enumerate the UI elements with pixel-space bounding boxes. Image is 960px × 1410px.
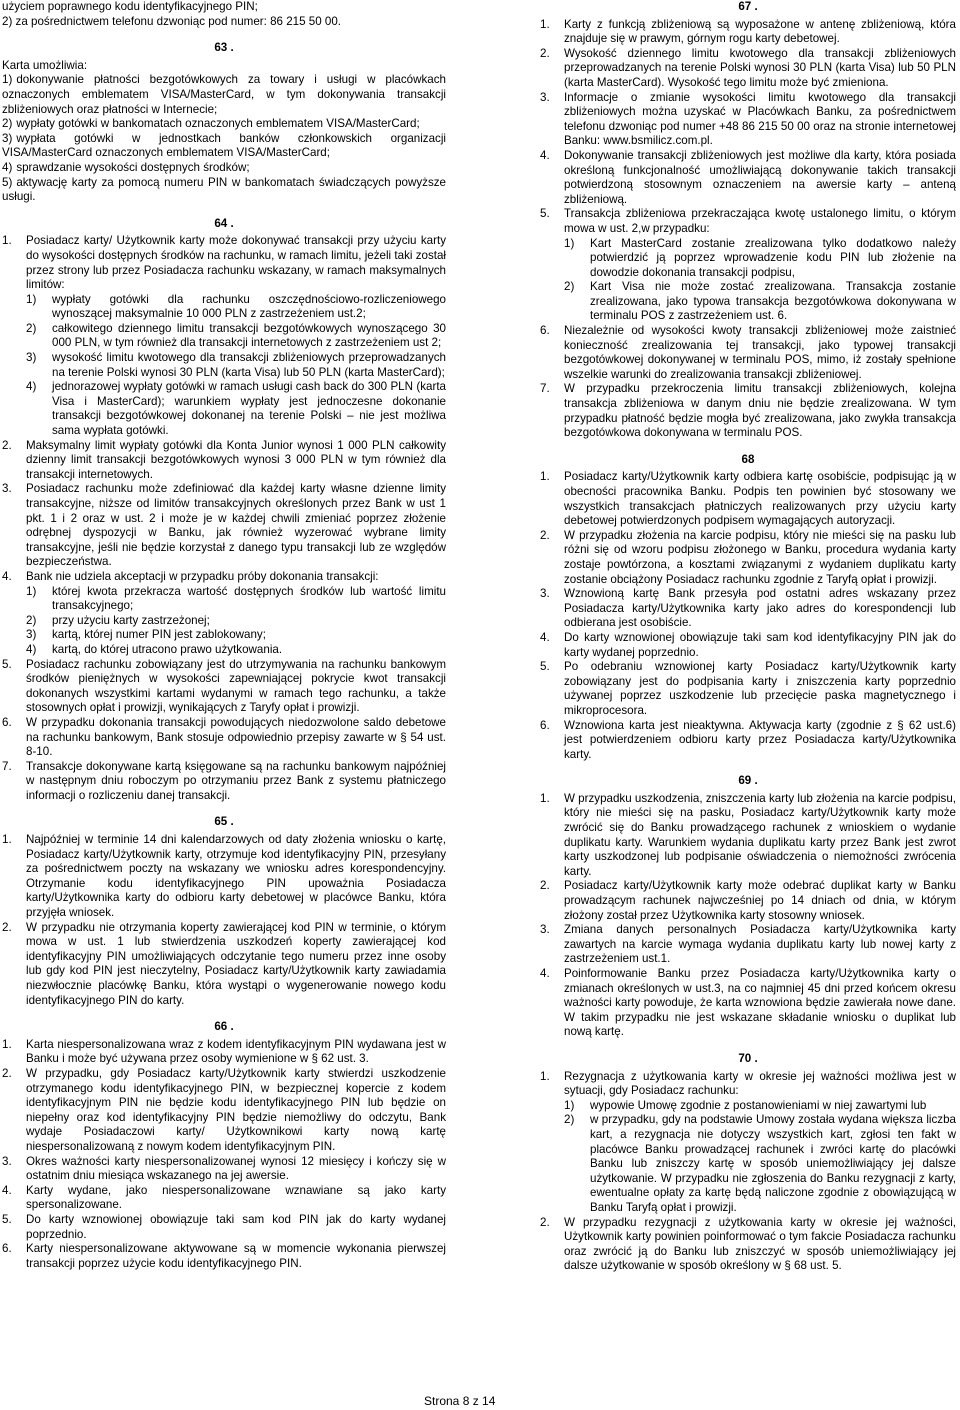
item-number: 4. <box>2 1183 12 1197</box>
sub-list-item <box>564 280 956 324</box>
sub-item-number: 3) <box>26 628 37 642</box>
list-item <box>2 921 446 1009</box>
item-number: 4. <box>540 630 550 644</box>
item-text: Okres ważności karty niespersonalizowanej wynosi 12 miesięcy i kończy się w ostatnim dniu miesiąca wskazanego na jej awersie. <box>26 1154 446 1183</box>
sub-item-text: w przypadku, gdy na podstawie Umowy została wydana większa liczba kart, a rezygnacja nie dotyczy wszystkich kart, zgłosi ten fakt w placówce Banku prowadzącej rachunek i zwróci kartę do placówki Banku lub zniszczy kartę w sposób uniemożliwiający jej dalsze użytkowanie. W przypadku nie zgłoszenia do Banku rezygnacji z karty, ewentualne opłaty za kartę będą naliczone zgodnie z obowiązującą w Banku Taryfą opłat i prowizji. <box>590 1113 956 1214</box>
list-item <box>2 658 446 716</box>
list-item <box>2 176 446 205</box>
sub-item-text: Kart Visa nie może zostać zrealizowana. Transakcja zostanie zrealizowana, jako typowa transakcja bezgotówkowa dokonywana w terminalu POS z zastrzeżeniem ust. 6. <box>590 280 956 323</box>
sub-item-number: 1) <box>564 236 575 250</box>
item-number: 4) <box>2 160 13 174</box>
item-number: 6. <box>2 1242 12 1256</box>
list-item <box>540 792 956 880</box>
item-text: wypłaty gotówki w bankomatach oznaczonych emblematem VISA/MasterCard; <box>16 117 420 131</box>
item-number: 4. <box>2 569 12 583</box>
sub-item-number: 2) <box>564 1113 575 1127</box>
item-text: Maksymalny limit wypłaty gotówki dla Konta Junior wynosi 1 000 PLN całkowity dzienny limit transakcji bezgotówkowych wynosi 3 000 PLN w tym również dla transakcji internetowych. <box>26 438 446 481</box>
section-heading: 65 . <box>214 815 234 829</box>
list-item <box>2 1242 446 1271</box>
list-item <box>2 1067 446 1155</box>
sub-list-item <box>26 293 446 322</box>
section-heading: 67 . <box>738 0 758 13</box>
list-item <box>2 570 446 658</box>
item-text: sprawdzanie wysokości dostępnych środków; <box>16 160 250 174</box>
item-text: Po odebraniu wznowionej karty Posiadacz karty/Użytkownik karty zobowiązany jest do podpisania karty i zniszczenia karty poprzednio używanej poprzez uszkodzenie lub przecięcie paska magnetycznego i mikroprocesora. <box>564 660 956 717</box>
list-item <box>2 73 446 117</box>
numbered-list <box>540 470 956 762</box>
sub-list <box>564 237 956 325</box>
sub-list <box>564 1099 956 1216</box>
list-item <box>540 719 956 763</box>
sub-item-number: 4) <box>26 642 37 656</box>
numbered-list <box>2 833 446 1008</box>
sub-item-text: której kwota przekracza wartość dostępnych środków lub wartość limitu transakcyjnego; <box>52 584 446 613</box>
list-item <box>540 529 956 587</box>
item-number: 2. <box>540 1215 550 1229</box>
sub-list-item <box>26 380 446 438</box>
page-footer: Strona 8 z 14 <box>424 1394 496 1408</box>
item-number: 1. <box>540 470 550 484</box>
item-text: Transakcja zbliżeniowa przekraczająca kwotę ustalonego limitu, o którym mowa w ust. 2,w przypadku: <box>564 207 956 235</box>
item-number: 4. <box>540 148 550 162</box>
item-number: 1. <box>540 17 550 31</box>
list-item <box>2 117 446 132</box>
item-number: 6. <box>2 715 12 729</box>
sub-item-text: przy użyciu karty zastrzeżonej; <box>52 613 210 627</box>
sub-list <box>26 585 446 658</box>
sub-item-number: 2) <box>26 613 37 627</box>
continued-line: 2) za pośrednictwem telefonu dzwoniąc pod numer: 86 215 50 00. <box>2 14 342 28</box>
item-number: 3. <box>2 482 12 496</box>
list-item <box>540 18 956 47</box>
item-text: W przypadku, gdy Posiadacz karty/Użytkownik karty stwierdzi uszkodzenie otrzymanego kodu identyfikacyjnego PIN, w bezpiecznej kopercie z kodem identyfikacyjnym PIN nie będzie kodu identyfikacyjnego PIN lub będzie on niepełny oraz kod identyfikacyjny PIN będzie niemożliwy do odczytu, Bank wydaje Posiadaczowi karty/ Użytkownikowi karty nową kartę niespersonalizowaną z nowym kodem identyfikacyjnym PIN. <box>26 1066 446 1153</box>
sub-item-text: wypowie Umowę zgodnie z postanowieniami w niej zawartymi lub <box>590 1098 927 1112</box>
sub-item-text: całkowitego dziennego limitu transakcji bezgotówkowych wynoszącego 30 000 PLN, w tym również dla transakcji internetowych z zastrzeżeniem ust 2; <box>52 321 446 350</box>
item-number: 3. <box>540 90 550 104</box>
item-number: 5. <box>540 660 550 674</box>
sub-list-item <box>26 628 446 643</box>
section-heading: 70 . <box>738 1051 758 1065</box>
item-text: W przypadku złożenia na karcie podpisu, który nie mieści się na pasku lub różni się od wzoru podpisu złożonego w Banku, procedura wydania karty zostaje powtórzona, a kosztami związanymi z wydaniem duplikatu karty zostanie obciążony Posiadacz rachunku zgodnie z Taryfą opłat i prowizji. <box>564 528 956 586</box>
numbered-list <box>540 792 956 1040</box>
item-text: Karty z funkcją zbliżeniową są wyposażone w antenę zbliżeniową, która znajduje się w prawym, górnym rogu karty debetowej. <box>564 17 956 46</box>
item-number: 5. <box>2 657 12 671</box>
item-text: Niezależnie od wysokości kwoty transakcji zbliżeniowej może zaistnieć konieczność zrealizowania tej transakcji, jako typowej transakcji bezgotówkowej dokonywanej w terminalu POS, mimo, iż zostały spełnione wszelkie warunki do zrealizowania transakcji zbliżeniowej. <box>564 324 956 381</box>
item-number: 1. <box>540 1069 550 1083</box>
item-text: Karty niespersonalizowane aktywowane są w momencie wykonania pierwszej transakcji poprzez użycie kodu identyfikacyjnego PIN. <box>26 1242 446 1270</box>
sub-list-item <box>26 643 446 658</box>
section-intro: Karta umożliwia: <box>2 58 88 72</box>
item-text: dokonywanie płatności bezgotówkowych za towary i usługi w placówkach oznaczonych emblematem VISA/MasterCard, w tym dokonywania transakcji zbliżeniowych oraz płatności w Internecie; <box>2 73 446 116</box>
sub-item-number: 4) <box>26 380 37 394</box>
section-heading: 68 <box>741 452 755 466</box>
list-item <box>540 587 956 631</box>
item-text: Poinformowanie Banku przez Posiadacza karty/Użytkownika karty o zmianach określonych w ust.3, na co najmniej 45 dni przed końcem okresu ważności karty powoduje, że karta wznowiona będzie zawierała nowe dane. W takim przypadku nie jest wskazane składanie wniosku o duplikat lub nową kartę. <box>564 967 956 1039</box>
sub-item-text: kartą, do której utracono prawo użytkowania. <box>52 642 283 656</box>
sub-item-text: jednorazowej wypłaty gotówki w ramach usługi cash back do 300 PLN (karta Visa i MasterCard); warunkiem wypłaty jest jednoczesne dokonanie transakcji bezgotówkowej dokonanej na terenie Polski – nie jest możliwa sama wypłata gotówki. <box>52 380 446 438</box>
item-number: 2. <box>2 438 12 452</box>
section-heading: 64 . <box>214 216 234 230</box>
sub-item-text: Kart MasterCard zostanie zrealizowana tylko dodatkowo należy potwierdzić ją poprzez wprowadzenie kodu PIN lub złożenie na dowodzie dokonania transakcji podpisu, <box>590 236 956 279</box>
list-item <box>2 234 446 438</box>
section-heading: 66 . <box>214 1020 234 1034</box>
sub-item-number: 1) <box>26 584 37 598</box>
item-number: 3) <box>2 131 13 145</box>
item-number: 5) <box>2 175 13 189</box>
list-item <box>2 161 446 176</box>
sub-list-item <box>26 614 446 629</box>
item-text: Posiadacz karty/ Użytkownik karty może dokonywać transakcji przy użyciu karty do wysokości dostępnych środków na rachunku, w ramach limitu, jeżeli taki został przez strony lub przez Posiadacza rachunku wskazany, w ramach maksymalnych limitów: <box>26 234 446 292</box>
list-item <box>540 47 956 91</box>
section-heading: 63 . <box>214 41 234 55</box>
item-text: Karty wydane, jako niespersonalizowane wznawiane są jako karty spersonalizowane. <box>26 1183 446 1212</box>
item-number: 5. <box>2 1212 12 1226</box>
item-text: Do karty wznowionej obowiązuje taki sam kod PIN jak do karty wydanej poprzednio. <box>26 1212 446 1241</box>
item-text: Posiadacz rachunku może zdefiniować dla każdej karty własne dzienne limity transakcyjne, niższe od limitów transakcyjnych określonych przez Bank w ust 1 pkt. 1 i 2 oraz w ust. 2 i może je w każdej chwili zmieniać poprzez złożenie odrębnej dyspozycji w Banku, jak również wyzerować wybrane limity transakcyjne, jeśli nie będzie korzystał z danego typu transakcji lub ze względów bezpieczeństwa. <box>26 482 446 569</box>
sub-list-item <box>564 1099 956 1114</box>
item-number: 2. <box>2 920 12 934</box>
item-text: Wznowiona karta jest nieaktywna. Aktywacja karty (zgodnie z § 62 ust.6) jest potwierdzeniem odbioru karty przez Posiadacza karty/Użytkownika karty. <box>564 718 956 761</box>
item-number: 5. <box>540 207 550 221</box>
list-item <box>540 967 956 1040</box>
sub-list-item <box>26 322 446 351</box>
numbered-list <box>2 1038 446 1272</box>
list-item <box>540 470 956 528</box>
sub-item-number: 2) <box>26 321 37 335</box>
sub-item-number: 2) <box>564 280 575 294</box>
item-text: Karta niespersonalizowana wraz z kodem identyfikacyjnym PIN wydawana jest w Banku i może być używana przez osoby wymienione w § 62 ust. 3. <box>26 1037 446 1066</box>
list-item <box>2 716 446 760</box>
item-text: aktywację karty za pomocą numeru PIN w bankomatach świadczących powyższe usługi. <box>2 175 446 204</box>
list-item <box>540 631 956 660</box>
item-text: wypłata gotówki w jednostkach banków członkowskich organizacji VISA/MasterCard oznaczonych emblematem VISA/MasterCard; <box>2 131 446 160</box>
item-text: Transakcje dokonywane kartą księgowane są na rachunku bankowym najpóźniej w następnym dniu roboczym po otrzymaniu przez Bank z systemu płatniczego informacji o rozliczeniu danej transakcji. <box>26 759 446 802</box>
list-item <box>540 149 956 207</box>
list-item <box>540 879 956 923</box>
item-number: 2. <box>540 879 550 893</box>
list-item <box>2 833 446 921</box>
sub-item-text: kartą, której numer PIN jest zablokowany; <box>52 628 266 642</box>
item-number: 6. <box>540 324 550 338</box>
item-text: Wysokość dziennego limitu kwotowego dla transakcji zbliżeniowych przeprowadzanych na terenie Polski wynosi 30 PLN (karta Visa) lub 50 PLN (karta MasterCard). Wysokość tego limitu może być zmieniona. <box>564 46 956 89</box>
item-text: W przypadku uszkodzenia, zniszczenia karty lub złożenia na karcie podpisu, który nie mieści się na pasku, Posiadacz karty/Użytkownik karty może zwrócić się do Banku prowadzącego rachunek z wnioskiem o wydanie duplikatu karty. Warunkiem wydania duplikatu karty przez Bank jest zwrot karty uszkodzonej lub podpisanie oświadczenia o niemożności zwrócenia karty. <box>564 791 956 878</box>
item-number: 2) <box>2 117 13 131</box>
list-item <box>540 207 956 324</box>
item-number: 1. <box>2 234 12 248</box>
numbered-list <box>2 73 446 204</box>
continued-line: użyciem poprawnego kodu identyfikacyjnego PIN; <box>2 0 258 13</box>
sub-item-number: 3) <box>26 351 37 365</box>
list-item <box>2 132 446 161</box>
item-number: 7. <box>540 382 550 396</box>
numbered-list <box>2 234 446 803</box>
item-text: Posiadacz rachunku zobowiązany jest do utrzymywania na rachunku bankowym środków pieniężnych w wysokości zapewniającej pokrycie kwot transakcji dokonanych wszystkimi kartami wydanymi w ramach tego rachunku, a także stosownych opłat i prowizji, wynikających z Taryfy opłat i prowizji. <box>26 657 446 715</box>
sub-list-item <box>26 585 446 614</box>
item-number: 2. <box>540 528 550 542</box>
list-item <box>2 1038 446 1067</box>
list-item <box>540 1070 956 1216</box>
item-number: 1. <box>2 833 12 847</box>
item-number: 1) <box>2 73 13 87</box>
sub-list-item <box>564 237 956 281</box>
item-number: 3. <box>2 1154 12 1168</box>
item-number: 1. <box>2 1037 12 1051</box>
list-item <box>2 439 446 483</box>
item-text: Wznowioną kartę Bank przesyła pod ostatni adres wskazany przez Posiadacza karty/Użytkownika karty jako adres do korespondencji lub odbierana jest osobiście. <box>564 587 956 630</box>
item-text: Posiadacz karty/Użytkownik karty odbiera kartę osobiście, podpisując ją w obecności pracownika Banku. Podpis ten powinien być stosowany we wszystkich transakcjach płatniczych realizowanych przy użyciu karty debetowej potwierdzonych podpisem wymagających autoryzacji. <box>564 470 956 528</box>
list-item <box>2 1213 446 1242</box>
sub-item-text: wysokość limitu kwotowego dla transakcji zbliżeniowych przeprowadzanych na terenie Polski wynosi 30 PLN (karta Visa) lub 50 PLN (karta MasterCard); <box>52 351 446 379</box>
list-item <box>540 660 956 718</box>
sub-list-item <box>26 351 446 380</box>
list-item <box>2 1184 446 1213</box>
item-number: 2. <box>2 1066 12 1080</box>
sub-list <box>26 293 446 439</box>
item-text: W przypadku nie otrzymania koperty zawierającej kod PIN w terminie, o którym mowa w ust. 1 lub stwierdzenia uszkodzeń koperty zawierającej kod identyfikacyjny PIN umożliwiających odczytanie tego numeru przez inne osoby lub gdy kod PIN jest nieczytelny, Posiadacz karty/Użytkownik karty zawiadamia niezwłocznie placówkę Banku, która wystąpi o wygenerowanie nowego kodu identyfikacyjnego PIN do karty. <box>26 920 446 1007</box>
numbered-list <box>540 1070 956 1274</box>
item-number: 7. <box>2 759 12 773</box>
list-item <box>540 324 956 382</box>
item-text: W przypadku dokonania transakcji powodujących niedozwolone saldo debetowe na rachunku bankowym, Bank stosuje odpowiednio przepisy zawarte w § 54 ust. 8-10. <box>26 715 446 759</box>
item-text: Informacje o zmianie wysokości limitu kwotowego dla transakcji zbliżeniowych można uzyskać w Placówkach Banku, za pośrednictwem telefonu dzwoniąc pod numer +48 86 215 50 00 oraz na stronie internetowej Banku: www.bsmilicz.com.pl. <box>564 90 956 148</box>
sub-item-number: 1) <box>564 1098 575 1112</box>
item-text: Posiadacz karty/Użytkownik karty może odebrać duplikat karty w Banku prowadzącym rachunek najwcześniej po 14 dniach od dnia, w którym złożony został przez Użytkownika karty stosowny wniosek. <box>564 879 956 922</box>
item-text: Zmiana danych personalnych Posiadacza karty/Użytkownika karty zawartych na karcie wymaga wydania duplikatu karty lub nowej karty z zastrzeżeniem ust.1. <box>564 923 956 966</box>
item-number: 3. <box>540 587 550 601</box>
list-item <box>2 1155 446 1184</box>
section-heading: 69 . <box>738 774 758 788</box>
item-number: 4. <box>540 967 550 980</box>
left-column <box>2 0 446 1271</box>
item-text: W przypadku rezygnacji z użytkowania karty w okresie jej ważności, Użytkownik karty powinien poinformować o tym fakcie Posiadacza rachunku oraz zwrócić ją do Banku lub zniszczyć w sposób uniemożliwiający jej dalsze użytkowanie w sposób określony w § 68 ust. 5. <box>564 1215 956 1273</box>
list-item <box>540 923 956 967</box>
item-text: Bank nie udziela akceptacji w przypadku próby dokonania transakcji: <box>26 569 379 583</box>
item-text: Do karty wznowionej obowiązuje taki sam kod identyfikacyjny PIN jak do karty wydanej poprzednio. <box>564 630 956 659</box>
item-number: 3. <box>540 923 550 937</box>
sub-item-number: 1) <box>26 292 37 306</box>
item-number: 2. <box>540 46 550 60</box>
sub-item-text: wypłaty gotówki dla rachunku oszczędnościowo-rozliczeniowego wynoszącej maksymalnie 10 000 PLN z zastrzeżeniem ust.2; <box>52 292 446 321</box>
list-item <box>540 382 956 440</box>
sub-list-item <box>564 1113 956 1215</box>
right-column <box>540 0 956 1274</box>
item-text: Rezygnacja z użytkowania karty w okresie jej ważności możliwa jest w sytuacji, gdy Posiadacz rachunku: <box>564 1069 956 1098</box>
numbered-list <box>540 18 956 441</box>
item-text: Dokonywanie transakcji zbliżeniowych jest możliwe dla karty, która posiada określoną funkcjonalność umożliwiającą dokonywanie takich transakcji potwierdzoną stosownym oznaczeniem na awersie karty – anteną zbliżeniową. <box>564 148 956 206</box>
item-number: 6. <box>540 718 550 732</box>
list-item <box>540 1216 956 1274</box>
item-text: W przypadku przekroczenia limitu transakcji zbliżeniowych, kolejna transakcja zbliżeniowa w danym dniu nie będzie zrealizowana. W tym przypadku płatność będzie mogła być zrealizowana, jako zwykła transakcja bezgotówkowa dokonywana w terminalu POS. <box>564 382 956 440</box>
list-item <box>2 760 446 804</box>
item-number: 1. <box>540 791 550 805</box>
item-text: Najpóźniej w terminie 14 dni kalendarzowych od daty złożenia wniosku o kartę, Posiadacz karty/Użytkownik karty, otrzymuje kod identyfikacyjny PIN, przesyłany za pośrednictwem poczty na wskazany we wniosku adres korespondencyjny. Otrzymanie kodu identyfikacyjnego PIN upoważnia Posiadacza karty/Użytkownika karty do odbioru karty debetowej w placówce Banku, która przyjęła wniosek. <box>26 833 446 920</box>
list-item <box>2 482 446 570</box>
list-item <box>540 91 956 149</box>
